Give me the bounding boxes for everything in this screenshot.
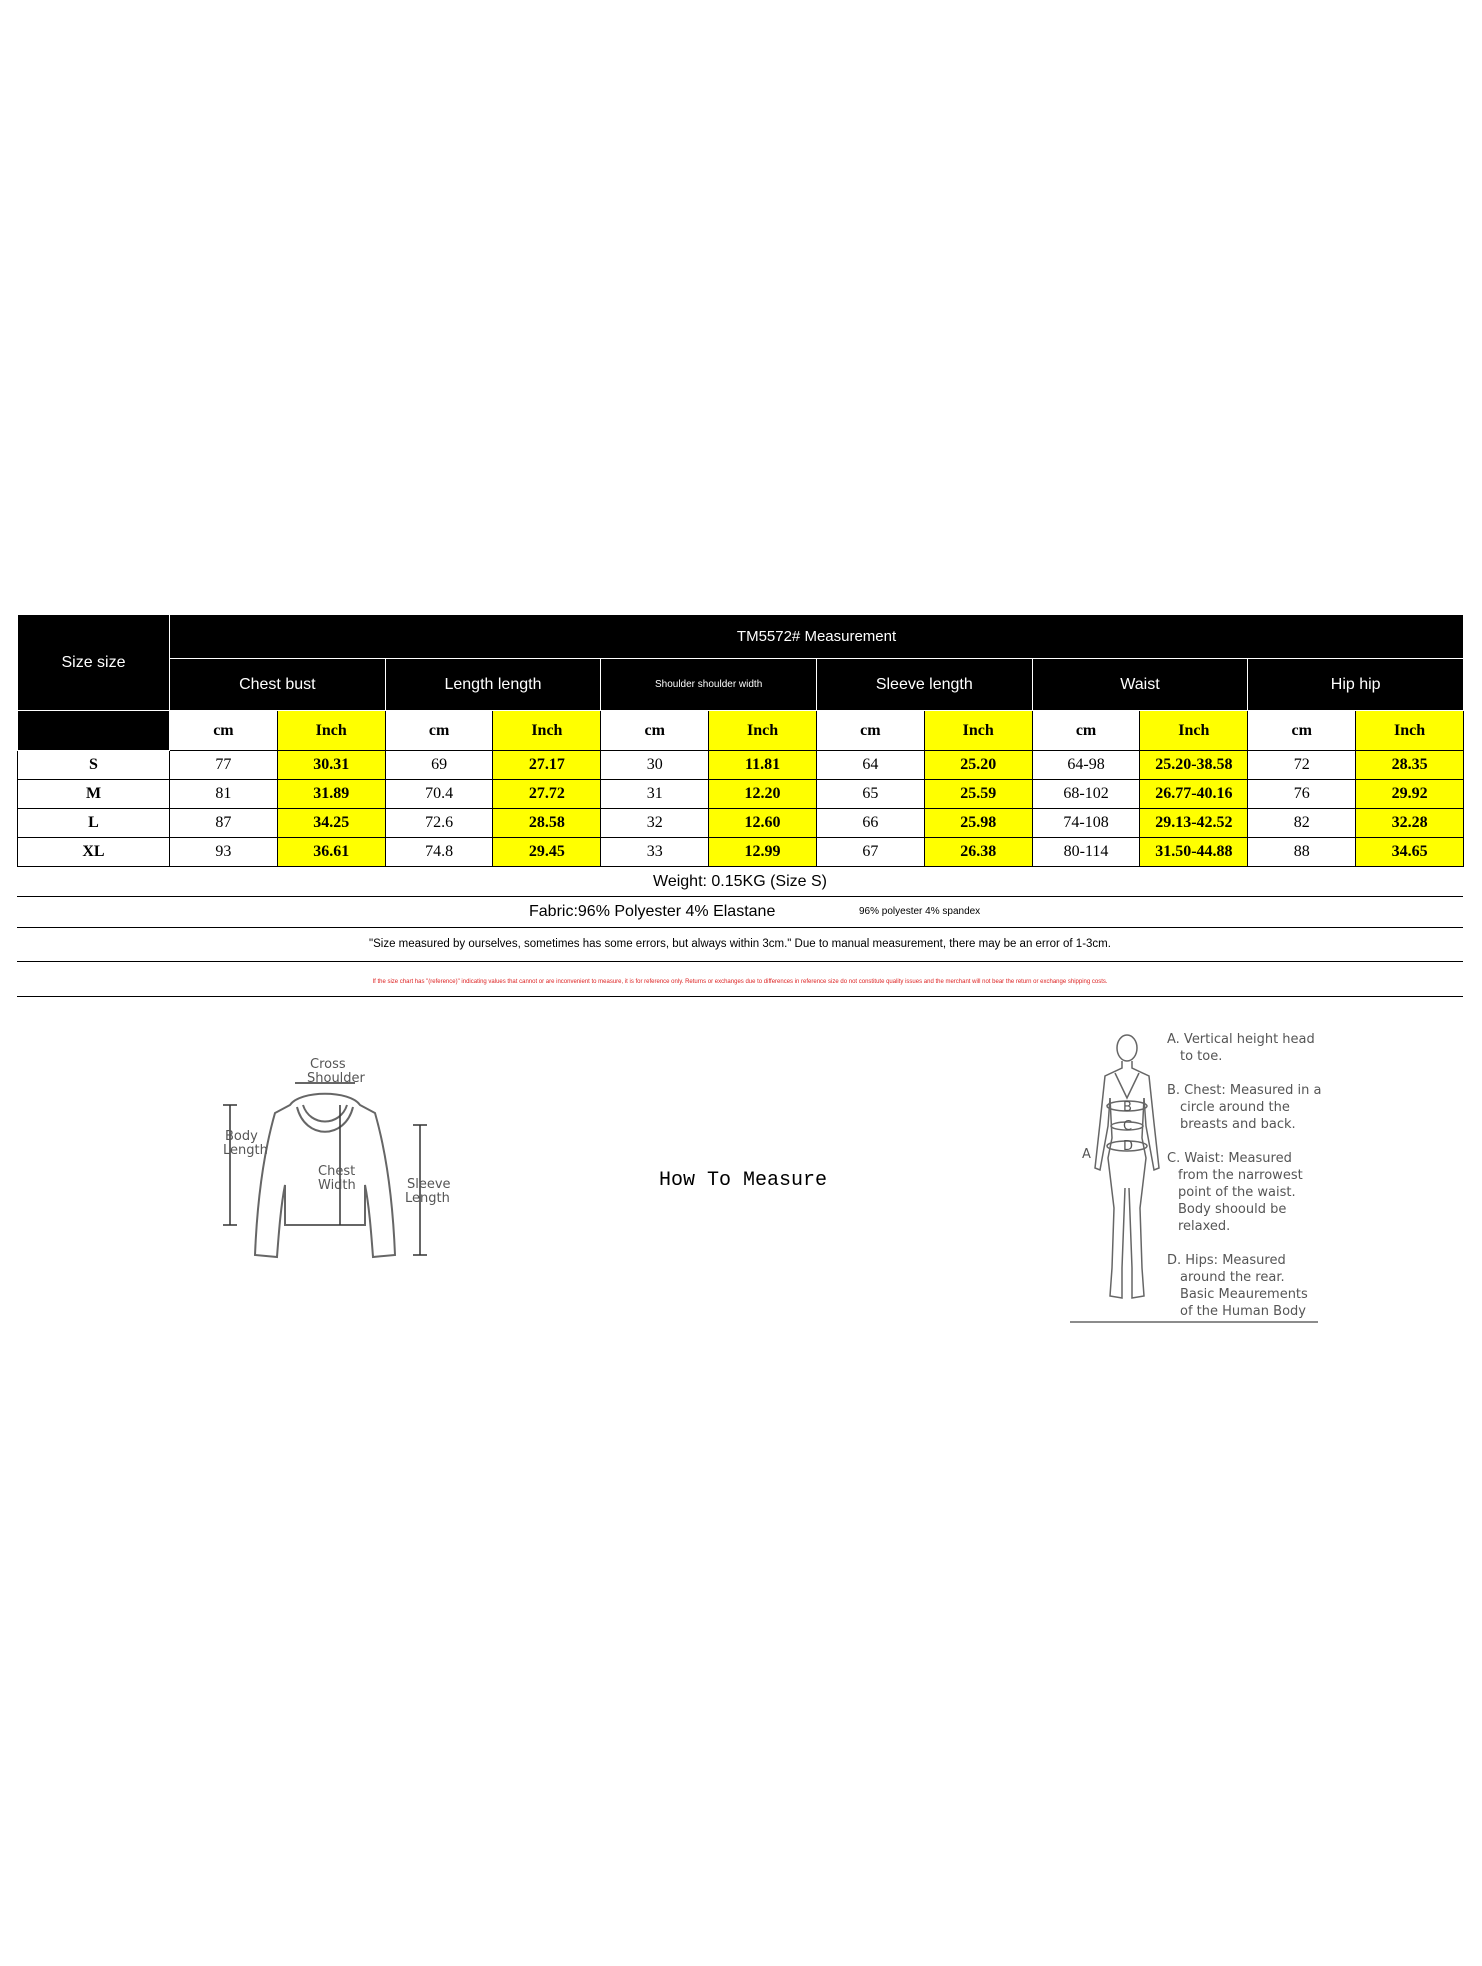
unit-cm: cm — [816, 711, 924, 751]
column-header: Shoulder shoulder width — [601, 659, 817, 711]
unit-cm: cm — [1032, 711, 1140, 751]
chest-width-label-2: Width — [318, 1178, 356, 1193]
body-diagram — [1070, 1028, 1330, 1328]
cell-cm: 65 — [816, 780, 924, 809]
instruction-b-3: breasts and back. — [1180, 1117, 1296, 1132]
cell-cm: 67 — [816, 838, 924, 867]
cell-cm: 80-114 — [1032, 838, 1140, 867]
cell-cm: 64-98 — [1032, 751, 1140, 780]
fabric-line — [17, 897, 1463, 928]
instruction-c-4: Body shoould be — [1178, 1202, 1287, 1217]
size-label: M — [18, 780, 170, 809]
cell-inch: 25.20-38.58 — [1140, 751, 1248, 780]
unit-cm: cm — [601, 711, 709, 751]
cell-cm: 88 — [1248, 838, 1356, 867]
cell-inch: 30.31 — [277, 751, 385, 780]
cell-inch: 25.98 — [924, 809, 1032, 838]
cell-cm: 72 — [1248, 751, 1356, 780]
table-row — [18, 780, 1464, 809]
unit-inch: Inch — [924, 711, 1032, 751]
instruction-a-1: A. Vertical height head — [1167, 1032, 1315, 1047]
measurement-note: "Size measured by ourselves, sometimes has some errors, but always within 3cm." Due to manual measurement, there may be an error of 1-3cm. — [369, 938, 1111, 950]
cell-cm: 87 — [170, 809, 278, 838]
unit-inch: Inch — [1140, 711, 1248, 751]
cell-inch: 27.17 — [493, 751, 601, 780]
cell-inch: 12.20 — [709, 780, 817, 809]
disclaimer-line — [17, 962, 1463, 997]
cell-inch: 27.72 — [493, 780, 601, 809]
column-header: Hip hip — [1248, 659, 1464, 711]
size-table — [17, 614, 1464, 867]
instruction-c-3: point of the waist. — [1178, 1185, 1296, 1200]
cell-cm: 74.8 — [385, 838, 493, 867]
chest-width-label-1: Chest — [318, 1164, 356, 1179]
instruction-d-4: of the Human Body — [1180, 1304, 1306, 1319]
note-line — [17, 928, 1463, 962]
unit-cm: cm — [170, 711, 278, 751]
cell-inch: 28.58 — [493, 809, 601, 838]
column-header: Waist — [1032, 659, 1248, 711]
cell-cm: 77 — [170, 751, 278, 780]
instruction-c-1: C. Waist: Measured — [1167, 1151, 1292, 1166]
cell-inch: 26.38 — [924, 838, 1032, 867]
cross-shoulder-label-2: Shoulder — [307, 1071, 365, 1086]
instruction-b-2: circle around the — [1180, 1100, 1290, 1115]
cell-inch: 25.20 — [924, 751, 1032, 780]
cell-cm: 72.6 — [385, 809, 493, 838]
instruction-b-1: B. Chest: Measured in a — [1167, 1083, 1322, 1098]
weight-line — [17, 867, 1463, 897]
body-length-label-2: Length — [223, 1143, 268, 1158]
cell-cm: 76 — [1248, 780, 1356, 809]
column-header: Chest bust — [170, 659, 386, 711]
size-header: Size size — [18, 615, 170, 711]
cell-inch: 26.77-40.16 — [1140, 780, 1248, 809]
cell-inch: 12.60 — [709, 809, 817, 838]
cell-inch: 34.25 — [277, 809, 385, 838]
cell-cm: 82 — [1248, 809, 1356, 838]
instruction-d-1: D. Hips: Measured — [1167, 1253, 1286, 1268]
how-to-measure-title: How To Measure — [659, 1169, 828, 1192]
human-figure-icon — [1095, 1035, 1159, 1298]
column-header: Length length — [385, 659, 601, 711]
unit-inch: Inch — [709, 711, 817, 751]
figure-letter-b: B — [1123, 1100, 1132, 1115]
cross-shoulder-label-1: Cross — [310, 1057, 346, 1072]
cell-cm: 33 — [601, 838, 709, 867]
body-length-label-1: Body — [225, 1129, 258, 1144]
cell-inch: 28.35 — [1356, 751, 1464, 780]
size-label: S — [18, 751, 170, 780]
cell-inch: 29.45 — [493, 838, 601, 867]
garment-diagram — [215, 1045, 455, 1275]
instruction-c-2: from the narrowest — [1178, 1168, 1303, 1183]
unit-inch: Inch — [277, 711, 385, 751]
cell-cm: 70.4 — [385, 780, 493, 809]
unit-inch: Inch — [493, 711, 601, 751]
table-row — [18, 838, 1464, 867]
cell-inch: 29.13-42.52 — [1140, 809, 1248, 838]
cell-inch: 32.28 — [1356, 809, 1464, 838]
fabric-small-text: 96% polyester 4% spandex — [859, 906, 981, 917]
cell-inch: 31.89 — [277, 780, 385, 809]
instruction-d-3: Basic Meaurements — [1180, 1287, 1308, 1302]
size-label: L — [18, 809, 170, 838]
instruction-a-2: to toe. — [1180, 1049, 1223, 1064]
instruction-c-5: relaxed. — [1178, 1219, 1231, 1234]
cell-cm: 30 — [601, 751, 709, 780]
table-title: TM5572# Measurement — [170, 615, 1464, 659]
figure-letter-c: C — [1123, 1119, 1133, 1134]
cell-cm: 32 — [601, 809, 709, 838]
size-header-spacer — [18, 711, 170, 751]
cell-cm: 81 — [170, 780, 278, 809]
cell-inch: 25.59 — [924, 780, 1032, 809]
size-chart — [17, 614, 1463, 997]
instruction-d-2: around the rear. — [1180, 1270, 1285, 1285]
cell-inch: 11.81 — [709, 751, 817, 780]
sleeve-length-label-1: Sleeve — [407, 1177, 451, 1192]
unit-inch: Inch — [1356, 711, 1464, 751]
column-header: Sleeve length — [816, 659, 1032, 711]
cell-cm: 74-108 — [1032, 809, 1140, 838]
cell-cm: 31 — [601, 780, 709, 809]
cell-cm: 68-102 — [1032, 780, 1140, 809]
cell-inch: 34.65 — [1356, 838, 1464, 867]
cell-cm: 69 — [385, 751, 493, 780]
cell-inch: 31.50-44.88 — [1140, 838, 1248, 867]
table-row — [18, 751, 1464, 780]
table-row — [18, 809, 1464, 838]
weight-text: Weight: 0.15KG (Size S) — [653, 873, 827, 890]
unit-cm: cm — [1248, 711, 1356, 751]
cell-cm: 66 — [816, 809, 924, 838]
fabric-text: Fabric:96% Polyester 4% Elastane — [529, 903, 776, 920]
cell-cm: 93 — [170, 838, 278, 867]
figure-letter-d: D — [1123, 1139, 1134, 1154]
disclaimer-text: If the size chart has "(reference)" indicating values that cannot or are inconvenient to measure, it is for reference only. Returns or exchanges due to differences in reference size do not constitute quality issues and the merchant will not bear the return or exchange shipping costs. — [372, 979, 1108, 985]
cell-inch: 12.99 — [709, 838, 817, 867]
cell-inch: 36.61 — [277, 838, 385, 867]
sleeve-length-label-2: Length — [405, 1191, 450, 1206]
cell-inch: 29.92 — [1356, 780, 1464, 809]
figure-letter-a: A — [1082, 1147, 1091, 1162]
cell-cm: 64 — [816, 751, 924, 780]
unit-cm: cm — [385, 711, 493, 751]
size-label: XL — [18, 838, 170, 867]
